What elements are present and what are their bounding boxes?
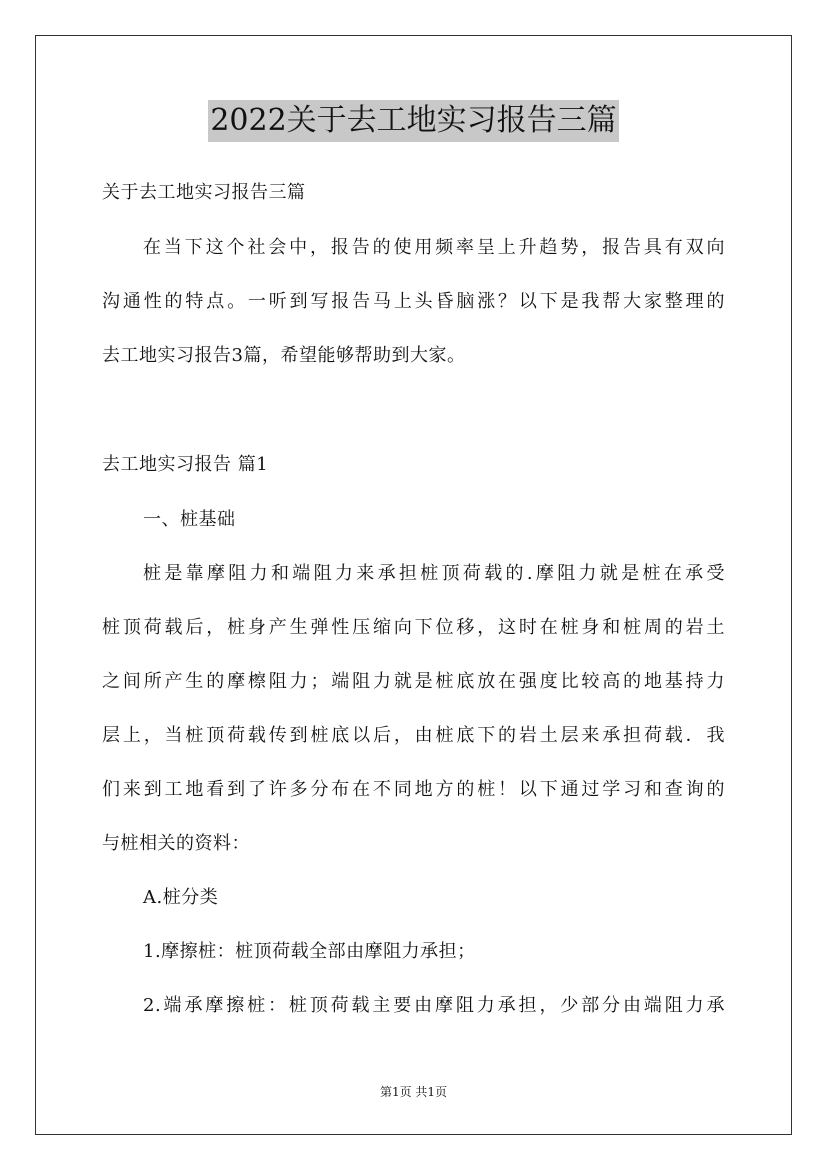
- intro-line-1: 在当下这个社会中，报告的使用频率呈上升趋势，报告具有双向: [143, 237, 725, 258]
- list-item-2: 2.端承摩擦桩：桩顶荷载主要由摩阻力承担，少部分由端阻力承: [143, 995, 725, 1016]
- section-heading: 去工地实习报告 篇1: [102, 454, 269, 475]
- sub-heading: A.桩分类: [143, 887, 219, 908]
- page-footer: 第1页 共1页: [379, 1085, 448, 1099]
- document-subtitle: 关于去工地实习报告三篇: [102, 182, 306, 203]
- list-item-1: 1.摩擦桩：桩顶荷载全部由摩阻力承担；: [143, 941, 476, 962]
- document-title: 2022关于去工地实习报告三篇: [208, 100, 618, 142]
- body-line-5: 们来到工地看到了许多分布在不同地方的桩！以下通过学习和查询的: [102, 779, 725, 800]
- title-container: [0, 100, 827, 142]
- body-line-6: 与桩相关的资料：: [102, 833, 250, 854]
- body-line-1: 桩是靠摩阻力和端阻力来承担桩顶荷载的.摩阻力就是桩在承受: [143, 563, 725, 584]
- intro-line-2: 沟通性的特点。一听到写报告马上头昏脑涨？以下是我帮大家整理的: [102, 291, 725, 312]
- body-line-4: 层上，当桩顶荷载传到桩底以后，由桩底下的岩土层来承担荷载．我: [102, 725, 725, 746]
- item-heading: 一、桩基础: [143, 509, 236, 530]
- body-line-2: 桩顶荷载后，桩身产生弹性压缩向下位移，这时在桩身和桩周的岩土: [102, 617, 725, 638]
- intro-line-3: 去工地实习报告3篇，希望能够帮助到大家。: [102, 345, 466, 366]
- body-line-3: 之间所产生的摩檫阻力；端阻力就是桩底放在强度比较高的地基持力: [102, 671, 725, 692]
